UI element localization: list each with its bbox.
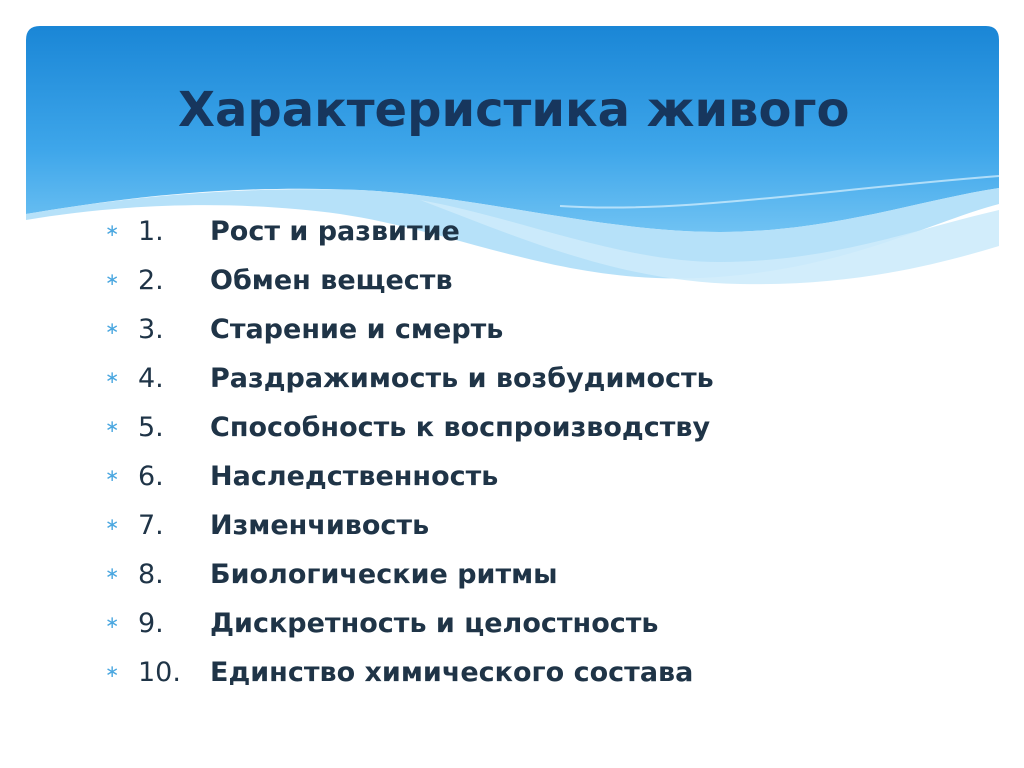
item-label: Изменчивость — [210, 510, 430, 541]
item-label: Дискретность и целостность — [210, 608, 659, 639]
item-number: 3. — [138, 314, 164, 345]
item-number: 7. — [138, 510, 164, 541]
item-number: 1. — [138, 216, 164, 247]
item-label: Наследственность — [210, 461, 499, 492]
item-label: Биологические ритмы — [210, 559, 558, 590]
asterisk-bullet-icon: ∗ — [105, 368, 120, 388]
item-number: 8. — [138, 559, 164, 590]
slide-title: Характеристика живого — [178, 82, 850, 138]
asterisk-bullet-icon: ∗ — [105, 319, 120, 339]
asterisk-bullet-icon: ∗ — [105, 221, 120, 241]
item-number: 9. — [138, 608, 164, 639]
asterisk-bullet-icon: ∗ — [105, 466, 120, 486]
item-label: Обмен веществ — [210, 265, 453, 296]
item-number: 5. — [138, 412, 164, 443]
asterisk-bullet-icon: ∗ — [105, 564, 120, 584]
item-label: Раздражимость и возбудимость — [210, 363, 714, 394]
asterisk-bullet-icon: ∗ — [105, 515, 120, 535]
item-number: 2. — [138, 265, 164, 296]
asterisk-bullet-icon: ∗ — [105, 613, 120, 633]
item-number: 6. — [138, 461, 164, 492]
asterisk-bullet-icon: ∗ — [105, 417, 120, 437]
item-label: Способность к воспроизводству — [210, 412, 711, 443]
item-label: Старение и смерть — [210, 314, 504, 345]
item-label: Рост и развитие — [210, 216, 460, 247]
item-number: 10. — [138, 657, 181, 688]
item-label: Единство химического состава — [210, 657, 694, 688]
item-number: 4. — [138, 363, 164, 394]
asterisk-bullet-icon: ∗ — [105, 662, 120, 682]
asterisk-bullet-icon: ∗ — [105, 270, 120, 290]
